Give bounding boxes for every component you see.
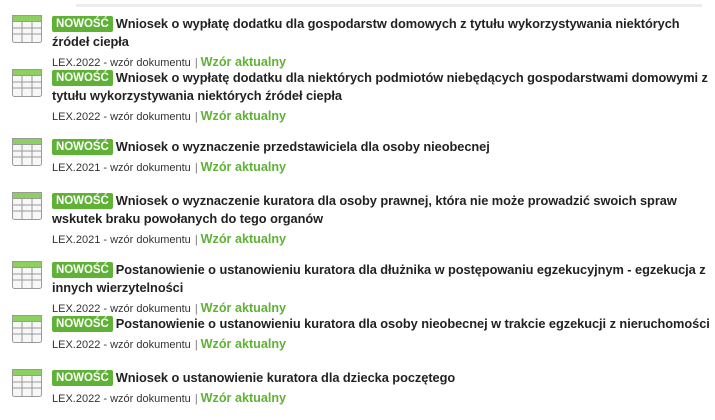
- document-template-icon: [12, 261, 42, 289]
- document-source: LEX.2021 - wzór dokumentu: [52, 234, 191, 246]
- new-badge: NOWOŚĆ: [52, 70, 113, 86]
- document-source: LEX.2022 - wzór dokumentu: [52, 303, 191, 315]
- status-label: Wzór aktualny: [200, 391, 287, 405]
- status-label: Wzór aktualny: [200, 55, 287, 69]
- document-title[interactable]: Wniosek o wypłatę dodatku dla niektórych podmiotów niebędących gospodarstwami domowymi z tytułu wykorzystywania niektórych źródeł ciepła: [52, 70, 708, 103]
- document-template-icon: [12, 15, 42, 43]
- document-link[interactable]: [52, 369, 711, 387]
- new-badge: NOWOŚĆ: [52, 262, 113, 278]
- document-title[interactable]: Postanowienie o ustanowieniu kuratora dla dłużnika w postępowaniu egzekucyjnym - egzekucja z innych wierzytelności: [52, 262, 706, 295]
- new-badge: NOWOŚĆ: [52, 139, 113, 155]
- document-link[interactable]: [52, 15, 711, 51]
- document-title[interactable]: Wniosek o wypłatę dodatku dla gospodarstw domowych z tytułu wykorzystywania niektórych źródeł ciepła: [52, 16, 680, 49]
- status-label: Wzór aktualny: [200, 109, 287, 123]
- document-template-icon: [12, 369, 42, 397]
- status-label: Wzór aktualny: [200, 337, 287, 351]
- new-badge: NOWOŚĆ: [52, 370, 113, 386]
- document-title[interactable]: Postanowienie o ustanowieniu kuratora dla osoby nieobecnej w trakcie egzekucji z nieruchomości: [115, 316, 710, 331]
- new-badge: NOWOŚĆ: [52, 16, 113, 32]
- document-title[interactable]: Wniosek o ustanowienie kuratora dla dziecka poczętego: [115, 370, 456, 385]
- document-template-icon: [12, 138, 42, 166]
- separator: |: [194, 111, 198, 123]
- status-label: Wzór aktualny: [200, 232, 287, 246]
- document-link[interactable]: [52, 261, 711, 297]
- separator: |: [194, 339, 198, 351]
- status-label: Wzór aktualny: [200, 301, 287, 315]
- status-label: Wzór aktualny: [200, 160, 287, 174]
- document-title[interactable]: Wniosek o wyznaczenie przedstawiciela dla osoby nieobecnej: [115, 139, 490, 154]
- top-divider: [76, 4, 702, 7]
- separator: |: [194, 162, 198, 174]
- document-link[interactable]: [52, 315, 711, 333]
- separator: |: [194, 234, 198, 246]
- document-template-icon: [12, 69, 42, 97]
- document-link[interactable]: [52, 138, 711, 156]
- separator: |: [194, 393, 198, 405]
- document-link[interactable]: [52, 192, 711, 228]
- document-source: LEX.2022 - wzór dokumentu: [52, 111, 191, 123]
- new-badge: NOWOŚĆ: [52, 193, 113, 209]
- new-badge: NOWOŚĆ: [52, 316, 113, 332]
- document-link[interactable]: [52, 69, 711, 105]
- document-source: LEX.2022 - wzór dokumentu: [52, 339, 191, 351]
- separator: |: [194, 303, 198, 315]
- document-template-icon: [12, 192, 42, 220]
- document-source: LEX.2022 - wzór dokumentu: [52, 57, 191, 69]
- document-template-icon: [12, 315, 42, 343]
- document-source: LEX.2021 - wzór dokumentu: [52, 162, 191, 174]
- document-source: LEX.2022 - wzór dokumentu: [52, 393, 191, 405]
- separator: |: [194, 57, 198, 69]
- document-title[interactable]: Wniosek o wyznaczenie kuratora dla osoby prawnej, która nie może prowadzić swoich spraw wskutek braku powołanych do tego organów: [52, 193, 677, 226]
